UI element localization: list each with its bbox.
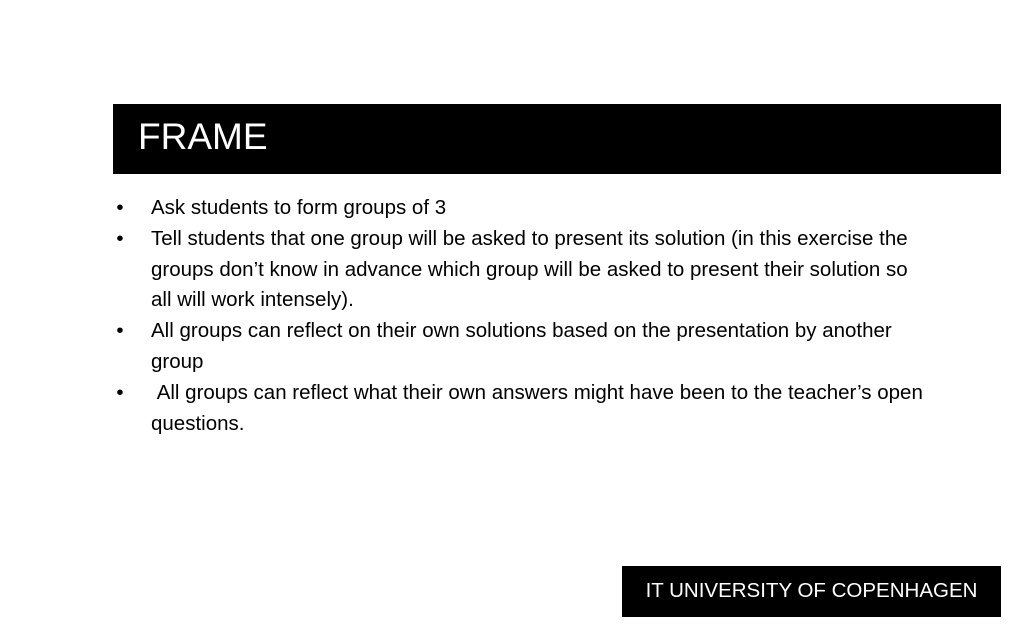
bullet-text: All groups can reflect what their own answers might have been to the teacher’s open questions. bbox=[151, 380, 929, 435]
bullet-item bbox=[113, 224, 933, 316]
bullet-dot-icon: • bbox=[116, 319, 124, 343]
title-bar bbox=[113, 104, 1001, 174]
bullet-dot-icon: • bbox=[116, 226, 124, 250]
bullet-item bbox=[113, 316, 933, 378]
bullet-item bbox=[113, 193, 933, 224]
bullet-dot-icon: • bbox=[116, 380, 124, 404]
slide-title: FRAME bbox=[138, 116, 268, 157]
bullet-item bbox=[113, 378, 933, 440]
bullet-list bbox=[113, 193, 933, 439]
bullet-text: All groups can reflect on their own solutions based on the presentation by another group bbox=[151, 319, 892, 373]
bullet-text: Tell students that one group will be asked to present its solution (in this exercise the groups don’t know in advance which group will be asked to present their solution so all will work intensely). bbox=[151, 226, 908, 312]
footer-label: IT UNIVERSITY OF COPENHAGEN bbox=[645, 579, 978, 602]
bullet-dot-icon: • bbox=[116, 196, 124, 219]
bullet-text: Ask students to form groups of 3 bbox=[151, 196, 447, 219]
footer-box bbox=[622, 566, 1001, 617]
